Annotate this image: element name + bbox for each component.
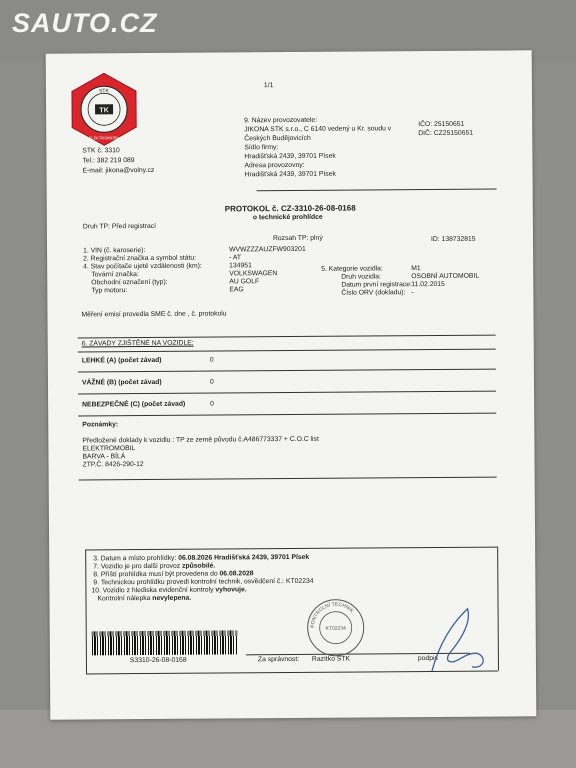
text-span: 8. Příští prohlídka musí být provedena do — [93, 570, 220, 579]
protocol-barcode — [92, 630, 238, 655]
svg-text:STK: STK — [99, 88, 109, 95]
signature-label: podpis — [417, 654, 438, 663]
text-span: 7. Vozidlo je pro další provoz — [93, 562, 183, 571]
branch-label: Adresa provozovny: — [244, 161, 305, 170]
stamp-label: Razítko STK — [311, 655, 351, 663]
stk-seal-logo — [66, 71, 143, 148]
divider — [78, 369, 496, 373]
divider — [78, 413, 496, 417]
km-label: 4. Stav počítače ujeté vzdálenosti (km): — [83, 262, 202, 271]
engine-value: EAG — [229, 286, 244, 294]
operator-court: Českých Budějovicích — [244, 134, 311, 143]
operator-name: JIKONA STK s.r.o., C 6140 vedený u Kr. soudu v — [244, 125, 392, 134]
text-span: vyhovuje. — [215, 586, 247, 594]
divider — [78, 335, 496, 339]
kind-label: Druh vozidla: — [341, 273, 381, 281]
category-value: M1 — [411, 265, 421, 273]
svg-text:KT02234: KT02234 — [325, 625, 346, 632]
divider — [78, 349, 496, 353]
stk-phone: Tel.: 382 219 089 — [82, 157, 135, 165]
defects-title: 6. ZÁVADY ZJIŠTĚNÉ NA VOZIDLE: — [81, 339, 194, 348]
operator-label: 9. Název provozovatele: — [244, 116, 318, 125]
protocol-id: ID: 138732815 — [430, 235, 476, 244]
seat-address: Hradišťská 2439, 39701 Písek — [244, 152, 336, 161]
notes-line-4: ZTP.Č. 8426-290-12 — [82, 461, 144, 469]
divider — [78, 391, 496, 395]
footer-top-border — [85, 547, 497, 551]
light-defects-label: LEHKÉ (A) (počet závad) — [81, 356, 162, 365]
barcode-text: S3310-26-08-0168 — [129, 656, 187, 665]
site-watermark: SAUTO.CZ — [12, 8, 158, 38]
stk-email: E-mail: jikona@volny.cz — [82, 166, 155, 175]
kind-value: OSOBNÍ AUTOMOBIL — [411, 272, 480, 281]
vin-label: 1. VIN (č. karoserie): — [83, 247, 146, 255]
handwritten-signature — [417, 600, 511, 681]
vin-value: WVWZZZAUZFW903201 — [229, 245, 306, 254]
km-value: 134951 — [229, 262, 252, 270]
divider — [257, 189, 497, 192]
notes-line-3: BARVA - BÍLÁ — [82, 453, 126, 461]
seat-label: Sídlo firmy: — [244, 144, 279, 152]
dangerous-defects-label: NEBEZPEČNÉ (C) (počet závad) — [82, 400, 186, 409]
branch-address: Hradišťská 2439, 39701 Písek — [244, 170, 336, 179]
emissions-note: Měření emisí provedla SME č. dne , č. protokolu — [81, 310, 227, 319]
serious-defects-count: 0 — [209, 378, 214, 386]
svg-text:KONTROLNÍ TECHNIK: KONTROLNÍ TECHNIK — [309, 601, 355, 629]
svg-text:ELEKTROMOBIL: ELEKTROMOBIL — [88, 135, 120, 141]
model-value: AU GOLF — [229, 278, 260, 286]
text-span: způsobilé. — [182, 562, 216, 570]
reg-value: - AT — [229, 254, 242, 262]
protocol-document — [46, 50, 537, 719]
text-span: 3. Datum a místo prohlídky: — [93, 554, 179, 563]
category-label: 5. Kategorie vozidla: — [321, 265, 383, 273]
model-label: Obchodní označení (typ): — [91, 278, 168, 287]
text-span: 06.08.2026 Hradišťská 2439, 39701 Písek — [178, 553, 310, 562]
make-value: VOLKSWAGEN — [229, 270, 278, 278]
light-defects-count: 0 — [209, 356, 214, 364]
tp-scope: Rozsah TP: plný — [272, 234, 323, 243]
svg-text:TK: TK — [99, 107, 109, 115]
correctness-label: Za správnost: — [257, 655, 300, 664]
orv-value: - — [411, 289, 414, 297]
dic: DIČ: CZ25150651 — [418, 129, 474, 138]
inspection-sticker — [97, 595, 191, 603]
make-label: Tovární značka: — [91, 271, 139, 279]
orv-label: Číslo ORV (dokladu): — [341, 289, 406, 297]
protocol-title: PROTOKOL č. CZ-3310-26-08-0168 — [224, 203, 356, 214]
serious-defects-label: VÁŽNÉ (B) (počet závad) — [81, 378, 162, 387]
dangerous-defects-count: 0 — [210, 400, 214, 408]
engine-label: Typ motoru: — [91, 287, 128, 295]
text-span: nevylepena. — [152, 594, 192, 602]
reg-label: 2. Registrační značka a symbol státu: — [83, 254, 197, 263]
page-number: 1/1 — [263, 82, 274, 90]
technician: 9. Technickou prohlídku provedl kontrolní technik, osvědčení č.: KT02234 — [93, 577, 314, 587]
ico: IČO: 25150651 — [418, 120, 465, 129]
notes-line-2: ELEKTROMOBIL — [82, 445, 136, 453]
notes-line-1: Předložené doklady k vozidlu : TP ze země původu č.A486773337 + C.O.C list — [82, 435, 319, 445]
text-span: Kontrolní nálepka — [97, 594, 153, 603]
first-reg-value: 11.02.2015 — [411, 280, 445, 289]
text-span: 06.08.2028 — [219, 570, 254, 578]
protocol-subtitle: o technické prohlídce — [252, 213, 323, 222]
footer-left-border — [85, 549, 87, 673]
technician-stamp — [304, 596, 366, 658]
notes-title: Poznámky: — [82, 421, 119, 429]
stk-number: STK č. 3310 — [82, 147, 120, 155]
first-reg-label: Datum první registrace: — [341, 281, 412, 289]
text-span: 10. Vozidlo z hlediska evidenční kontroly — [91, 586, 216, 595]
tp-type: Druh TP: Před registrací — [82, 222, 157, 231]
divider — [79, 477, 497, 481]
